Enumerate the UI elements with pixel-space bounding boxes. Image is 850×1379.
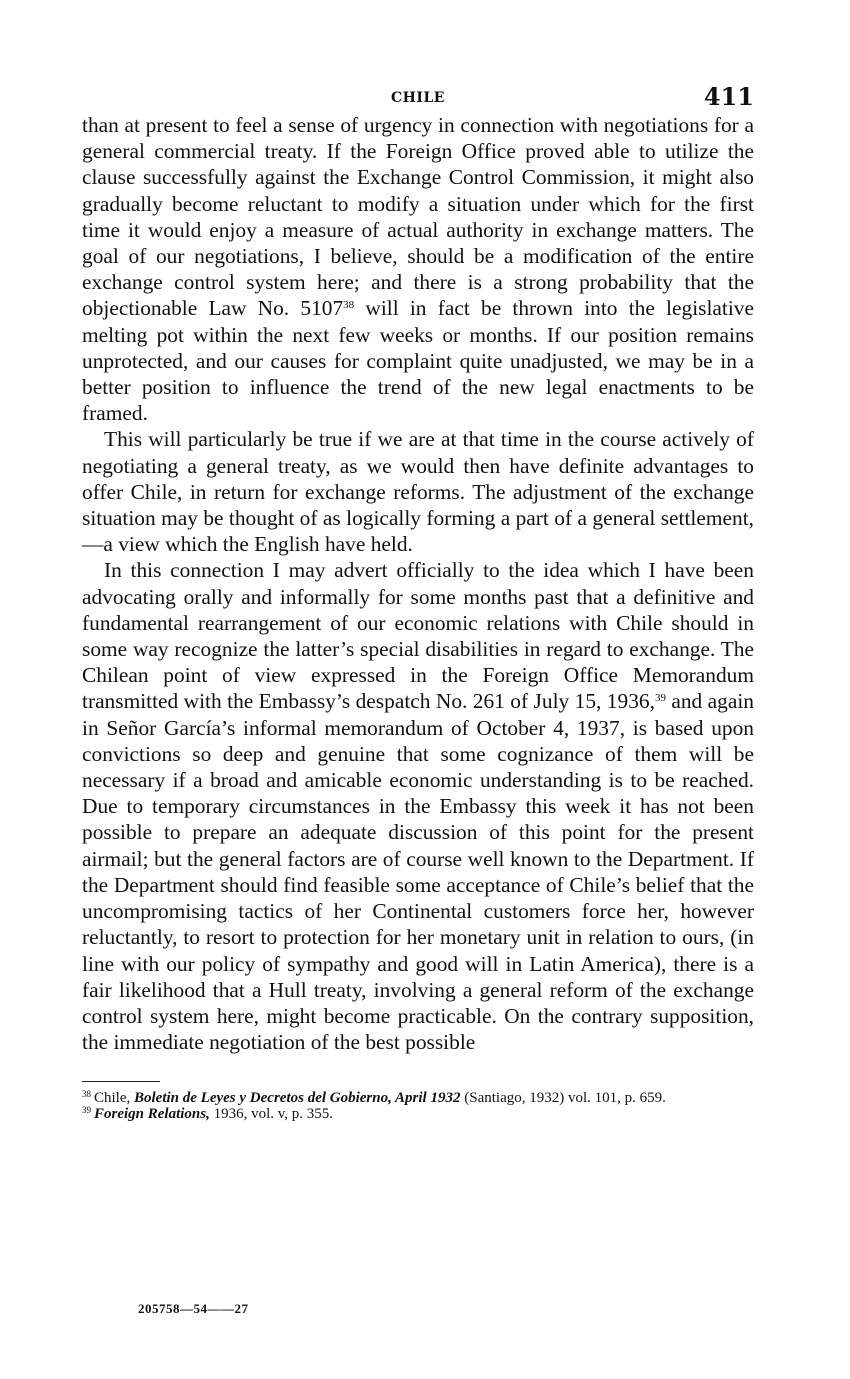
page-number: 411 (703, 82, 754, 111)
paragraph (82, 112, 754, 426)
footnote-mark: 39 (82, 1105, 91, 1116)
paragraph-text: than at present to feel a sense of urgency in connection with negotiations for a general commercial treaty. If the Foreign Office proved able to utilize the clause successfully against the Exchange Control Commission, it might also gradually become reluctant to modify a situation under which for the first time it would enjoy a measure of actual authority in exchange matters. The goal of our negotiations, I believe, should be a modification of the entire exchange control system here; and there is a strong probability that the objectionable Law No. 5107 (82, 113, 754, 321)
running-title: CHILE (391, 90, 445, 106)
printer-code: 205758—54——27 (138, 1301, 249, 1316)
body-text (82, 112, 754, 1055)
running-head (82, 78, 754, 112)
paragraph: This will particularly be true if we are at that time in the course actively of negotiating a general treaty, as we would then have definite advantages to offer Chile, in return for exchange reforms. The adjustment of the exchange situation may be thought of as logically forming a part of a general settlement,—a view which the English have held. (82, 427, 754, 557)
document-page (82, 78, 754, 1122)
footnote-lead: Chile, (94, 1090, 131, 1107)
footnote-source: Foreign Relations, (94, 1106, 210, 1123)
footnote-rest: 1936, vol. v, p. 355. (213, 1106, 334, 1123)
paragraph-text: In this connection I may advert officially to the idea which I have been advocating orally and informally for some months past that a definitive and fundamental rearrangement of our economic relations with Chile should in some way recognize the latter’s special disabilities in regard to exchange. The Chilean point of view expressed in the Foreign Office Memorandum transmitted with the Embassy’s despatch No. 261 of July 15, 1936, (82, 558, 754, 714)
footnote (82, 1090, 754, 1106)
footnote-rest: (Santiago, 1932) vol. 101, p. 659. (464, 1090, 666, 1107)
footnote (82, 1106, 754, 1122)
footnote-mark: 38 (82, 1089, 91, 1100)
footnote-reference: 39 (654, 692, 666, 705)
footnote-reference: 38 (343, 299, 355, 312)
footnote-source: Boletin de Leyes y Decretos del Gobierno, April 1932 (134, 1090, 461, 1107)
footnotes (82, 1090, 754, 1122)
paragraph (82, 557, 754, 1055)
paragraph-text: will in fact be thrown into the legislative melting pot within the next few weeks or months. If our position remains unprotected, and our causes for complaint quite unadjusted, we may be in a better position to influence the trend of the new legal enactments to be framed. (82, 296, 754, 426)
paragraph-text: and again in Señor García’s informal memorandum of October 4, 1937, is based upon convictions so deep and genuine that some cognizance of them will be necessary if a broad and amicable economic understanding is to be reached. Due to temporary circumstances in the Embassy this week it has not been possible to prepare an adequate discussion of this point for the present airmail; but the general factors are of course well known to the Department. If the Department should find feasible some acceptance of Chile’s belief that the uncompromising tactics of her Continental customers force her, however reluctantly, to resort to protection for her monetary unit in relation to ours, (in line with our policy of sympathy and good will in Latin America), there is a fair likelihood that a Hull treaty, involving a general reform of the exchange control system here, might become practicable. On the contrary supposition, the immediate negotiation of the best possible (82, 689, 754, 1055)
footnote-divider (82, 1081, 160, 1082)
